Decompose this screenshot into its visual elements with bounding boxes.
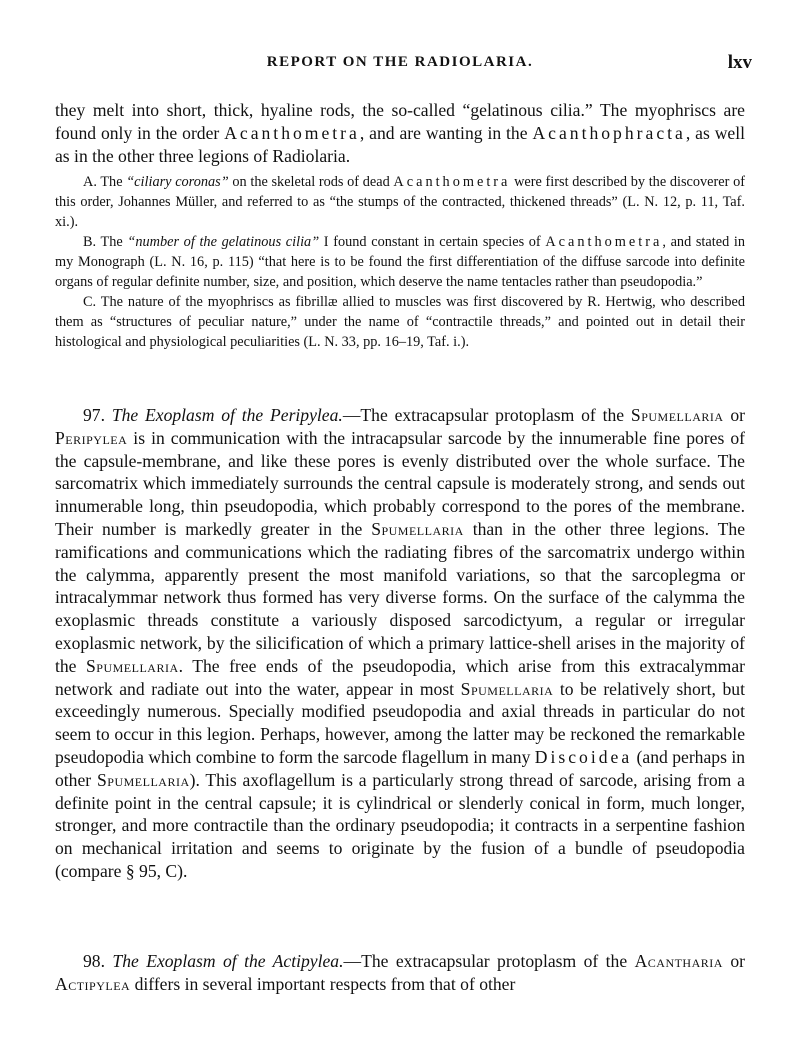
section-97-block	[55, 404, 745, 883]
section-98-title: The Exoplasm of the Actipylea.	[112, 951, 344, 971]
s97-text-3: is in communication with the intracapsular sarcode by the innumerable fine pores of the capsule-membrane, and like these pores is evenly distributed over the whole surface. The sarcomatrix which immediately surrounds the central capsule is moderately strong, and sends out innumerable long, thin pseudopodia, which probably correspond to the pores of the membrane. Their number is markedly greater in the	[55, 427, 745, 539]
note-a-italic: “ciliary coronas”	[126, 174, 229, 190]
intro-paragraph	[55, 99, 745, 167]
note-b	[55, 232, 745, 292]
s97-sc-3: Spumellaria	[371, 518, 464, 539]
section-97-paragraph	[55, 404, 745, 883]
intro-text-2: , and are wanting in the	[359, 122, 533, 143]
section-97-number: 97.	[83, 405, 112, 425]
s98-text-2: or	[722, 951, 745, 971]
s98-text-3: differs in several important respects from that of other	[130, 973, 516, 994]
intro-paragraph-block	[55, 99, 745, 167]
running-header	[0, 52, 800, 78]
note-a	[55, 172, 745, 232]
note-b-text-2: I found constant in certain species of	[319, 234, 546, 250]
s97-text-2: or	[723, 405, 746, 425]
note-b-text-1: B. The	[83, 234, 128, 250]
note-a-text-3: were first described by the discoverer of this order, Johannes Müller, and referred to as “the stumps of the contracted, thickened threads” (L. N. 12, p. 11, Taf. xi.).	[55, 174, 745, 230]
s97-text-4: than in the other three legions. The ramifications and communications which the radiating fibres of the sarcomatrix undergo within the calymma, apparently present the most manifold variations, so that the sarcoplegma or intracalymmar network thus formed has very diverse forms. On the surface of the calymma the exoplasmic threads constitute a variously disposed sarcodictyum, a regular or irregular exoplasmic network, by the silicification of which a primary lattice-shell arises in the majority of the	[55, 518, 745, 676]
section-97-dash: —	[342, 405, 361, 425]
s97-sc-6: Spumellaria	[97, 769, 190, 790]
s97-taxon-discoidea: Discoidea	[534, 746, 633, 767]
note-b-italic: “number of the gelatinous cilia”	[127, 234, 320, 250]
s97-text-1: The extracapsular protoplasm of the	[360, 405, 631, 425]
s97-sc-2: Peripylea	[55, 427, 128, 448]
note-a-text-1: A. The	[83, 174, 127, 190]
s97-sc-4: Spumellaria	[86, 655, 179, 676]
s98-text-1: The extracapsular protoplasm of the	[361, 951, 635, 971]
s97-text-6: to be relatively short, but exceedingly numerous. Specially modified pseudopodia and axial threads in particular do not seem to occur in this legion. Perhaps, however, among the latter may be reckoned the remarkable pseudopodia which combine to form the sarcode flagellum in many	[55, 678, 745, 767]
note-b-text-3: , and stated in my Monograph (L. N. 16, p. 115) “that here is to be found the first differentiation of the diffuse sarcode into definite organs of regular definite number, size, and position, which deserve the name tentacles rather than pseudopodia.”	[55, 234, 745, 290]
s97-text-7: (and perhaps in other	[55, 746, 746, 790]
note-c-text: C. The nature of the myophriscs as fibrillæ allied to muscles was first discovered by R. Hertwig, who described them as “structures of peculiar nature,” under the name of “contractile threads,” and pointed out in detail their histological and physiological peculiarities (L. N. 33, pp. 16–19, Taf. i.).	[55, 294, 745, 350]
section-98-dash: —	[343, 951, 362, 971]
running-title: REPORT ON THE RADIOLARIA.	[266, 54, 534, 70]
s98-sc-1: Acantharia	[634, 951, 723, 971]
s98-sc-2: Actipylea	[55, 973, 131, 994]
note-c	[55, 292, 745, 352]
page-number: lxv	[727, 52, 752, 73]
section-98-paragraph	[55, 950, 745, 996]
taxon-acanthometra: Acanthometra	[224, 122, 360, 143]
section-98-number: 98.	[83, 951, 113, 971]
note-a-taxon: Acanthometra	[393, 174, 511, 190]
intro-text-1: they melt into short, thick, hyaline rods, the so-called “gelatinous cilia.” The myophriscs are found only in the order	[55, 100, 745, 143]
s97-text-5: . The free ends of the pseudopodia, which arise from this extracalymmar network and radiate out into the water, appear in most	[55, 655, 745, 699]
intro-text-3: , as well as in the other three legions of Radiolaria.	[55, 122, 745, 166]
s97-sc-1: Spumellaria	[630, 405, 724, 425]
s97-text-8: ). This axoflagellum is a particularly strong thread of sarcode, arising from a definite point in the central capsule; it is cylindrical or slenderly conical in form, much longer, stronger, and more contractile than the ordinary pseudopodia; it contracts in a serpentine fashion on mechanical irritation and seems to originate by the fusion of a bundle of pseudopodia (compare § 95, C).	[55, 769, 745, 881]
section-98-block	[55, 950, 745, 996]
notes-block	[55, 172, 745, 352]
taxon-acanthophracta: Acanthophracta	[532, 122, 686, 143]
note-a-text-2: on the skeletal rods of dead	[228, 174, 394, 190]
note-b-taxon: Acanthometra	[545, 234, 663, 250]
s97-sc-5: Spumellaria	[460, 678, 554, 699]
section-97-title: The Exoplasm of the Peripylea.	[111, 405, 343, 425]
